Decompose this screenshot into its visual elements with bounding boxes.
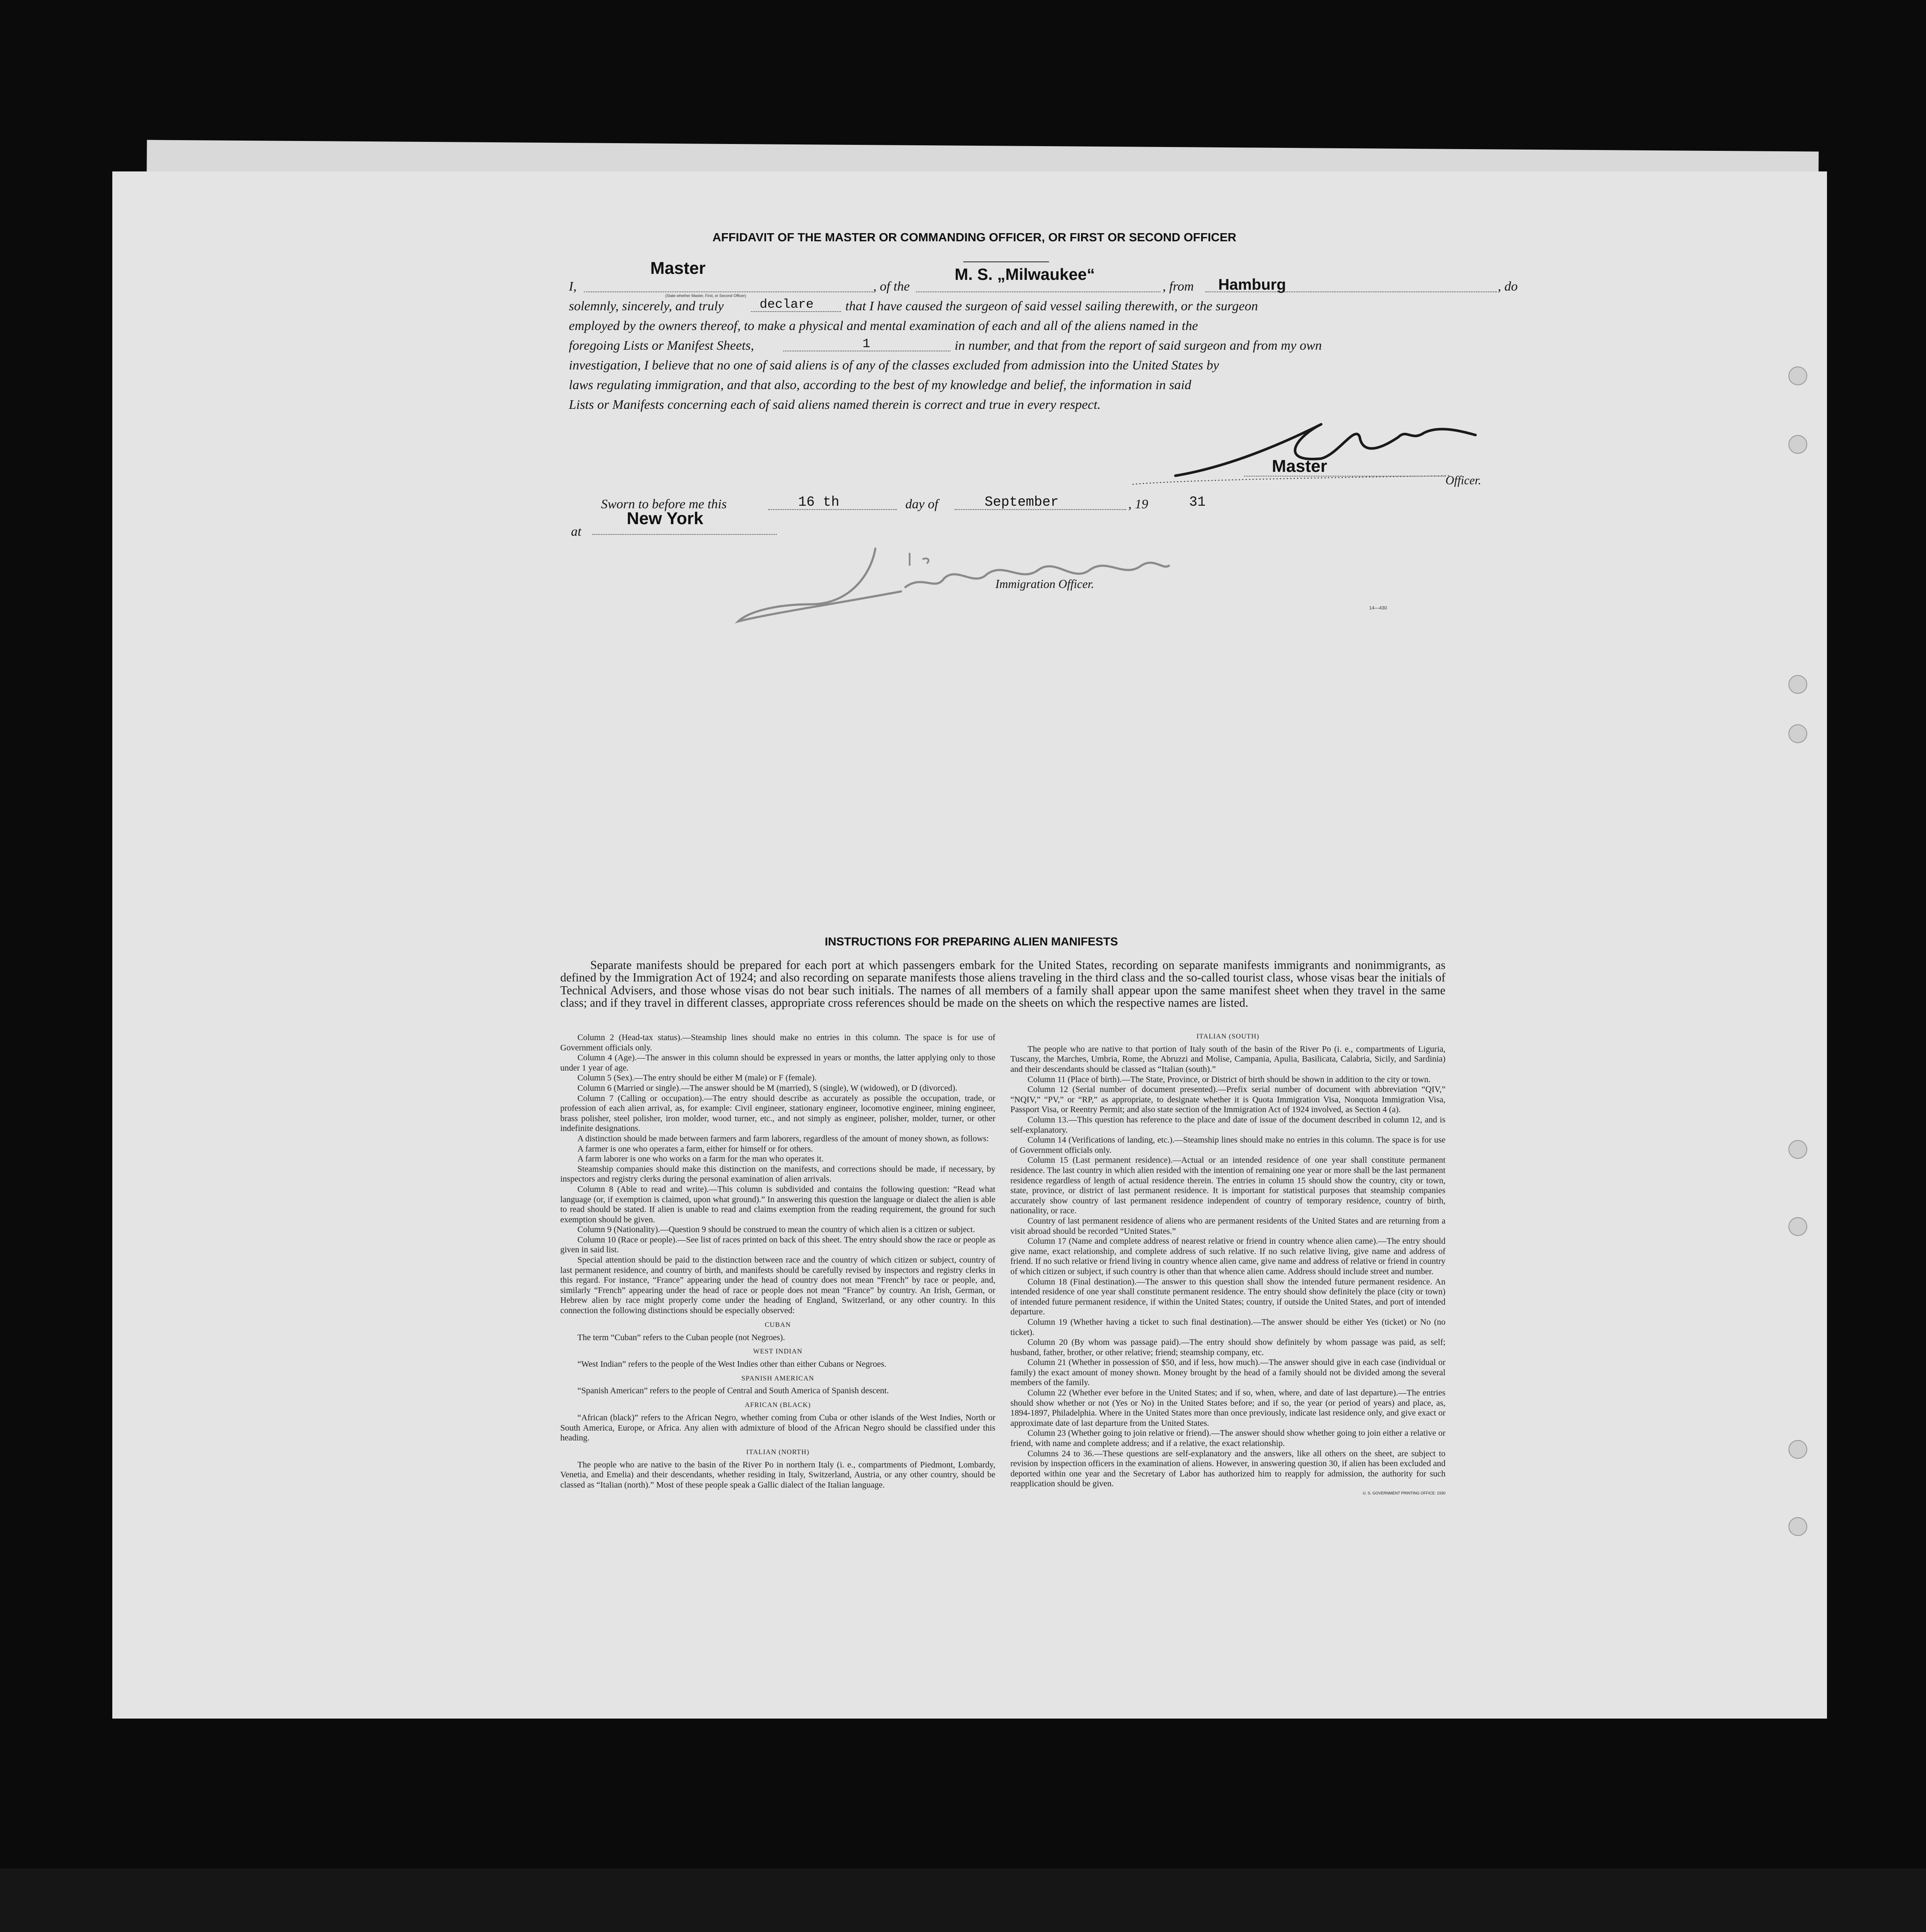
affidavit-line2: that I have caused the surgeon of said vessel sailing therewith, or the surgeon <box>845 298 1258 313</box>
left-paragraph: Column 8 (Able to read and write).—This column is subdivided and contains the following question: “Read what language (or, if exemption is claimed, upon what ground).” In answering this question the language or dialect the alien is able to read should be stated. If alien is unable to read and claims exemption from the reading requirement, the ground for such exemption should be given. <box>560 1184 995 1224</box>
left-paragraph: A distinction should be made between farmers and farm laborers, regardless of the amount of money shown, as follows: <box>577 1134 989 1143</box>
rank-hint: (State whether Master, First, or Second Officer) <box>665 294 746 298</box>
do-text: , do <box>1498 279 1518 294</box>
italian-north-heading: ITALIAN (NORTH) <box>746 1448 810 1456</box>
italian-south-heading: ITALIAN (SOUTH) <box>1196 1033 1259 1040</box>
vessel-line <box>916 291 1160 292</box>
right-paragraph: Column 14 (Verifications of landing, etc.).—Steamship lines should make no entries in this column. The space is for use of Government officials only. <box>1010 1135 1445 1155</box>
punch-hole <box>1788 1217 1807 1236</box>
vessel-name: M. S. „Milwaukee“ <box>955 266 1095 284</box>
cuban-text: The term “Cuban” refers to the Cuban people (not Negroes). <box>577 1332 785 1342</box>
declare-value: declare <box>760 297 814 312</box>
printer-imprint: U. S. GOVERNMENT PRINTING OFFICE: 1930 <box>1363 1491 1445 1495</box>
right-paragraph: Column 19 (Whether having a ticket to such final destination).—The answer should be either Yes (ticket) or No (no ticket). <box>1010 1317 1445 1337</box>
port-line <box>1205 291 1497 292</box>
right-paragraph: Country of last permanent residence of aliens who are permanent residents of the United States and are returning from a visit abroad should be recorded “United States.” <box>1010 1216 1445 1236</box>
sworn-month: September <box>985 494 1059 510</box>
declare-line <box>751 311 841 312</box>
african-heading: AFRICAN (BLACK) <box>745 1401 811 1409</box>
sworn-to-text: Sworn to before me this <box>601 496 727 511</box>
right-paragraph: Column 11 (Place of birth).—The State, Province, or District of birth should be shown in addition to the city or town. <box>1028 1074 1431 1084</box>
affidavit-line6: laws regulating immigration, and that also, according to the best of my knowledge and belief, the information in said <box>569 377 1192 392</box>
left-paragraph: Column 10 (Race or people).—See list of races printed on back of this sheet. The entry should show the race or people as given in said list. <box>560 1235 995 1255</box>
left-paragraph: Column 2 (Head-tax status).—Steamship lines should make no entries in this column. The space is for use of Government officials only. <box>560 1033 995 1053</box>
signer-line <box>1244 476 1445 477</box>
instructions-intro: Separate manifests should be prepared for each port at which passengers embark for the United States, recording on separate manifests immigrants and nonimmigrants, as defined by the Immigration Act of 1924; and also recording on separate manifests those aliens traveling in the third class and the so-called tourist class, whose visas bear the initials of Technical Advisers, and those whose visas do not bear such initials. The names of all members of a family shall appear upon the same manifest sheet when they travel in the same class; and if they travel in different classes, appropriate cross references should be made on the sheets on which the respective names are listed. <box>560 959 1445 1010</box>
west-indian-heading: WEST INDIAN <box>753 1348 803 1356</box>
right-paragraph: Column 18 (Final destination).—The answer to this question shall show the intended future permanent residence. An intended residence of one year shall constitute permanent residence. The entry should show definitely the place (city or town) of intended future permanent residence, if within the United States; country, if outside the United States, and port of intended departure. <box>1010 1277 1445 1317</box>
spanish-american-heading: SPANISH AMERICAN <box>741 1374 814 1382</box>
rank-line <box>584 291 873 292</box>
right-paragraph: The people who are native to that portion of Italy south of the basin of the River Po (i. e., compartments of Liguria, Tuscany, the Marches, Umbria, Rome, the Abruzzi and Molise, Campania, Apulia, Basilicata, Calabria, Sicily, and Sardinia) and their descendants should be classed as “Italian (south).” <box>1010 1044 1445 1074</box>
immigration-officer-signature <box>721 540 1175 626</box>
right-paragraph: Column 12 (Serial number of document presented).—Prefix serial number of document with abbreviation “QIV,” “NQIV,” “PV,” or “RP,” as appropriate, to designate whether it is Quota Immigration Visa, Nonquota Immigration Visa, Passport Visa, or Reentry Permit; and also state section of the Immigration Act of 1924 involved, as Section 4 (a). <box>1010 1085 1445 1115</box>
at-text: at <box>571 524 582 539</box>
spanish-american-text: “Spanish American” refers to the people of Central and South America of Spanish descent. <box>577 1386 889 1396</box>
left-paragraph: Steamship companies should make this distinction on the manifests, and corrections should be made, if necessary, by inspectors and registry clerks during the personal examination of alien arrivals. <box>560 1164 995 1184</box>
italian-north-text: The people who are native to the basin of the River Po in northern Italy (i. e., compartments of Piedmont, Lombardy, Venetia, and Emelia) and their descendants, whether residing in Italy, Switzerland, Austria, or any other country, should be classed as “Italian (north).” Most of these people speak a Gallic dialect of the Italian language. <box>560 1460 995 1490</box>
port-value: Hamburg <box>1218 276 1286 293</box>
african-text: “African (black)” refers to the African Negro, whether coming from Cuba or other islands of the West Indies, North or South America, Europe, or Africa. Any alien with admixture of blood of the African Negro should be classified under this heading. <box>560 1413 995 1443</box>
from-text: , from <box>1163 279 1194 294</box>
sworn-day: 16 th <box>798 494 840 510</box>
officer-label: Officer. <box>1445 474 1481 487</box>
of-the-text: , of the <box>873 279 910 294</box>
left-paragraph: Column 4 (Age).—The answer in this column should be expressed in years or months, the latter applying only to those under 1 year of age. <box>560 1053 995 1073</box>
right-paragraph: Columns 24 to 36.—These questions are self-explanatory and the answers, like all others on the sheet, are subject to revision by inspection officers in the examination of aliens. However, in answering question 30, if alien has been excluded and deported within one year and the Secretary of Labor has authorized him to reapply for admission, the authority for such reapplication should be given. <box>1010 1449 1445 1489</box>
affidavit-line3: employed by the owners thereof, to make a physical and mental examination of each and all of the aliens named in the <box>569 318 1198 333</box>
year-prefix: , 19 <box>1128 496 1148 511</box>
right-paragraph: Column 17 (Name and complete address of nearest relative or friend in country whence alien came).—The entry should give name, exact relationship, and complete address of such relative. If no such relative living, give name and address of friend. If no such relative or friend living in country whence alien came, give name and address of relative or friend in country of which citizen or subject, if such country is other than that whence alien came. Address should include street and number. <box>1010 1236 1445 1276</box>
punch-hole <box>1788 1440 1807 1459</box>
solemnly-text: solemnly, sincerely, and truly <box>569 298 724 313</box>
right-paragraph: Column 21 (Whether in possession of $50, and if less, how much).—The answer should give in each case (individual or family) the exact amount of money shown. Money brought by the head of a family should not be divided among the several members of the family. <box>1010 1358 1445 1388</box>
sheets-count: 1 <box>862 337 871 351</box>
punch-hole <box>1788 366 1807 385</box>
left-paragraph: Column 6 (Married or single).—The answer should be M (married), S (single), W (widowed), or D (divorced). <box>577 1083 958 1093</box>
affidavit-line4b: in number, and that from the report of said surgeon and from my own <box>955 338 1322 353</box>
day-of-text: day of <box>905 496 938 511</box>
punch-hole <box>1788 675 1807 694</box>
punch-hole <box>1788 724 1807 743</box>
affidavit-i: I, <box>569 279 577 294</box>
year-suffix: 31 <box>1189 494 1206 510</box>
left-paragraph: Column 9 (Nationality).—Question 9 should be construed to mean the country of which alien is a citizen or subject. <box>577 1225 975 1235</box>
master-signature <box>1098 411 1484 493</box>
instructions-title: INSTRUCTIONS FOR PREPARING ALIEN MANIFESTS <box>825 935 1118 948</box>
right-paragraph: Column 15 (Last permanent residence).—Actual or an intended residence of one year shall constitute permanent residence. The last country in which alien resided with the intention of remaining one year or more shall be the last permanent residence regardless of length of actual residence therein. The entries in column 15 should show the country, city or town, state, province, or district of last permanent residence. It is important for statistical purposes that steamship companies accurately show country of last permanent residence independent of country of temporary residence, country of birth, nationality, or race. <box>1010 1155 1445 1216</box>
right-paragraph: Column 22 (Whether ever before in the United States; and if so, when, where, and date of last departure).—The entries should show whether or not (Yes or No) in the United States before; and if so, the year (or period of years) and place, as, 1894-1897, Philadelphia. Where in the United States more than once previously, indicate last residence only, and give exact or approximate date of last departure from the United States. <box>1010 1388 1445 1428</box>
scanner-edge <box>0 1869 1926 1932</box>
affidavit-title: AFFIDAVIT OF THE MASTER OR COMMANDING OFFICER, OR FIRST OR SECOND OFFICER <box>712 231 1237 244</box>
rank-value: Master <box>650 259 706 278</box>
cuban-heading: CUBAN <box>764 1321 791 1329</box>
instructions-right-column <box>1010 1033 1445 1496</box>
affidavit-line5: investigation, I believe that no one of said aliens is of any of the classes excluded from admission into the United States by <box>569 357 1219 372</box>
vessel-rule <box>963 261 1049 262</box>
punch-hole <box>1788 1517 1807 1536</box>
right-paragraph: Column 13.—This question has reference to the place and date of issue of the document described in column 12, and is self-explanatory. <box>1010 1115 1445 1135</box>
sworn-place: New York <box>627 509 703 528</box>
affidavit-line7: Lists or Manifests concerning each of said aliens named therein is correct and true in every respect. <box>569 397 1101 412</box>
affidavit-line4a: foregoing Lists or Manifest Sheets, <box>569 338 754 353</box>
form-number: 14—430 <box>1369 606 1387 611</box>
west-indian-text: “West Indian” refers to the people of the West Indies other than either Cubans or Negroes. <box>577 1359 886 1369</box>
punch-hole <box>1788 1140 1807 1159</box>
left-paragraph: Special attention should be paid to the distinction between race and the country of which citizen or subject, country of last permanent residence, and country of birth, and manifests should be carefully revised by inspectors and registry clerks in this regard. For instance, “France” appearing under the head of country does not mean “French” by race or people, and, similarly “French” appearing under the head of race or people does not mean “France” by country. An Irish, German, or Hebrew alien by race might properly come under the heading of England, Switzerland, or any other country. In this connection the following distinctions should be especially observed: <box>560 1255 995 1316</box>
sworn-place-line <box>592 534 777 535</box>
left-paragraph: A farmer is one who operates a farm, either for himself or for others. <box>577 1144 813 1154</box>
punch-hole <box>1788 435 1807 454</box>
right-paragraph: Column 23 (Whether going to join relative or friend).—The answer should show whether going to join either a relative or friend, with name and complete address; and if a relative, the exact relationship. <box>1010 1428 1445 1449</box>
sworn-month-line <box>955 509 1126 510</box>
left-paragraph: Column 7 (Calling or occupation).—The entry should describe as accurately as possible the occupation, trade, or profession of each alien arrival, as, for example: Civil engineer, stationary engineer, locomotive engineer, mining engineer, brass polisher, steel polisher, iron molder, wood turner, etc., and not simply as engineer, polisher, molder, turner, or other indefinite designations. <box>560 1093 995 1134</box>
sworn-day-line <box>768 509 897 510</box>
left-paragraph: Column 5 (Sex).—The entry should be either M (male) or F (female). <box>577 1073 817 1083</box>
immigration-officer-label: Immigration Officer. <box>995 578 1094 591</box>
instructions-left-column <box>560 1033 995 1490</box>
manifest-page <box>112 171 1827 1719</box>
signer-title: Master <box>1272 457 1327 476</box>
right-paragraph: Column 20 (By whom was passage paid).—The entry should show definitely by whom passage was paid, as self; husband, father, brother, or other relative; friend; steamship company, etc. <box>1010 1338 1445 1357</box>
left-paragraph: A farm laborer is one who works on a farm for the man who operates it. <box>577 1154 824 1164</box>
